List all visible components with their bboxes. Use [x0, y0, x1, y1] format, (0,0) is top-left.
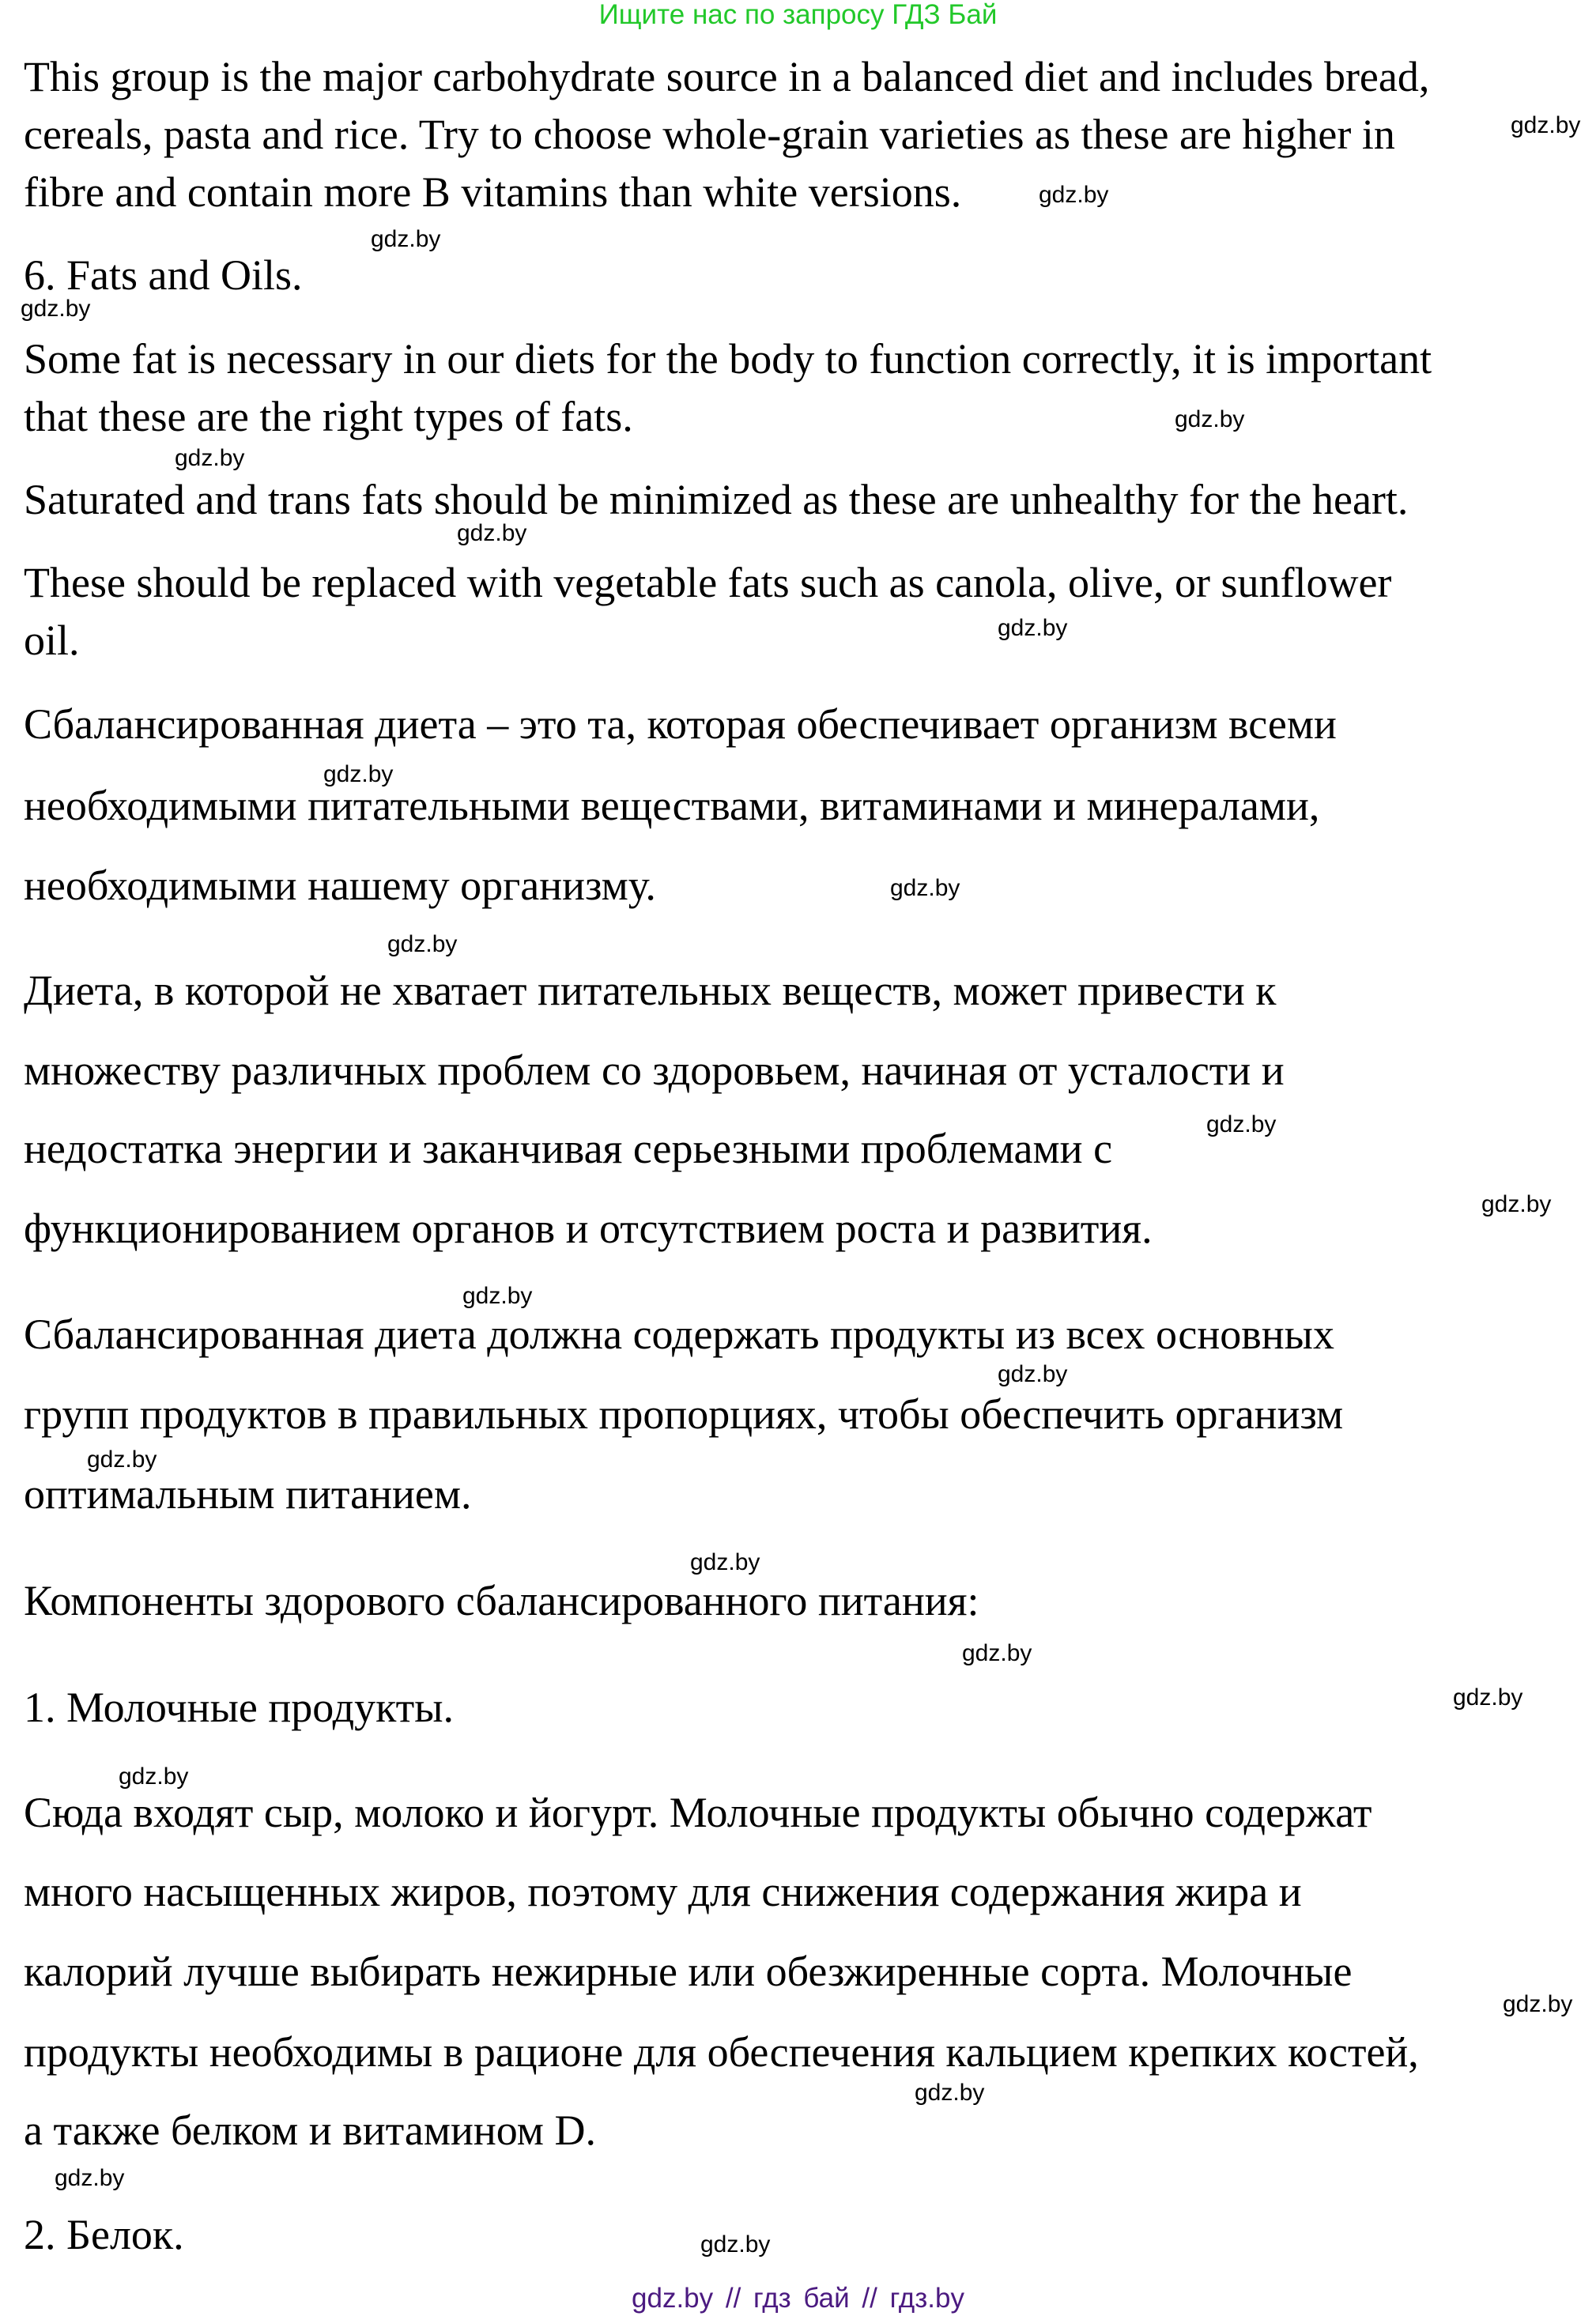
text-line: множеству различных проблем со здоровьем, начиная от усталости и	[24, 1047, 1285, 1094]
watermark: gdz.by	[87, 1447, 157, 1473]
text-line: необходимыми питательными веществами, витаминами и минералами,	[24, 782, 1320, 829]
watermark: gdz.by	[1503, 1991, 1573, 2017]
watermark: gdz.by	[1206, 1111, 1277, 1137]
search-banner-link[interactable]: Ищите нас по запросу ГДЗ Бай	[598, 0, 998, 30]
text-line: много насыщенных жиров, поэтому для снижения содержания жира и	[24, 1868, 1302, 1915]
text-line: калорий лучше выбирать нежирные или обезжиренные сорта. Молочные	[24, 1948, 1353, 1995]
watermark: gdz.by	[21, 296, 91, 322]
watermark: gdz.by	[457, 520, 527, 546]
text-line: that these are the right types of fats.	[24, 393, 633, 440]
watermark: gdz.by	[119, 1763, 189, 1790]
watermark: gdz.by	[1511, 112, 1581, 138]
watermark: gdz.by	[323, 761, 394, 787]
text-line: These should be replaced with vegetable fats such as canola, olive, or sunflower	[24, 559, 1392, 606]
watermark: gdz.by	[1175, 406, 1245, 432]
footer-links[interactable]: gdz.by // гдз бай // гдз.by	[632, 2283, 964, 2314]
text-line: fibre and contain more B vitamins than white versions.	[24, 168, 962, 216]
watermark: gdz.by	[962, 1640, 1032, 1666]
text-line: Диета, в которой не хватает питательных веществ, может привести к	[24, 967, 1277, 1014]
watermark: gdz.by	[890, 875, 960, 901]
text-line: а также белком и витамином D.	[24, 2107, 596, 2154]
text-line: oil.	[24, 617, 80, 664]
section-heading: 1. Молочные продукты.	[24, 1684, 455, 1731]
watermark: gdz.by	[998, 615, 1068, 641]
watermark: gdz.by	[700, 2231, 771, 2258]
text-line: продукты необходимы в рационе для обеспечения кальцием крепких костей,	[24, 2028, 1419, 2076]
text-line: недостатка энергии и заканчивая серьезными проблемами с	[24, 1125, 1113, 1172]
text-line: Saturated and trans fats should be minimized as these are unhealthy for the heart.	[24, 476, 1409, 523]
watermark: gdz.by	[998, 1361, 1068, 1387]
watermark: gdz.by	[915, 2080, 985, 2106]
watermark: gdz.by	[1453, 1684, 1523, 1711]
text-line: функционированием органов и отсутствием роста и развития.	[24, 1205, 1153, 1252]
text-line: Сбалансированная диета – это та, которая обеспечивает организм всеми	[24, 700, 1337, 748]
section-heading: 6. Fats and Oils.	[24, 251, 303, 299]
text-line: Сбалансированная диета должна содержать продукты из всех основных	[24, 1311, 1334, 1358]
text-line: Компоненты здорового сбалансированного питания:	[24, 1577, 979, 1624]
text-line: This group is the major carbohydrate source in a balanced diet and includes bread,	[24, 53, 1430, 100]
text-line: Some fat is necessary in our diets for the body to function correctly, it is important	[24, 335, 1432, 383]
watermark: gdz.by	[690, 1549, 760, 1575]
watermark: gdz.by	[387, 931, 458, 957]
watermark: gdz.by	[371, 226, 441, 252]
text-line: оптимальным питанием.	[24, 1470, 472, 1518]
watermark: gdz.by	[55, 2165, 125, 2191]
watermark: gdz.by	[175, 445, 245, 471]
watermark: gdz.by	[462, 1283, 533, 1309]
text-line: необходимыми нашему организму.	[24, 862, 656, 909]
text-line: Сюда входят сыр, молоко и йогурт. Молочные продукты обычно содержат	[24, 1789, 1372, 1836]
text-line: групп продуктов в правильных пропорциях, чтобы обеспечить организм	[24, 1390, 1344, 1438]
text-line: cereals, pasta and rice. Try to choose whole-grain varieties as these are higher in	[24, 111, 1395, 158]
section-heading: 2. Белок.	[24, 2211, 184, 2258]
watermark: gdz.by	[1039, 182, 1109, 208]
watermark: gdz.by	[1481, 1191, 1552, 1217]
